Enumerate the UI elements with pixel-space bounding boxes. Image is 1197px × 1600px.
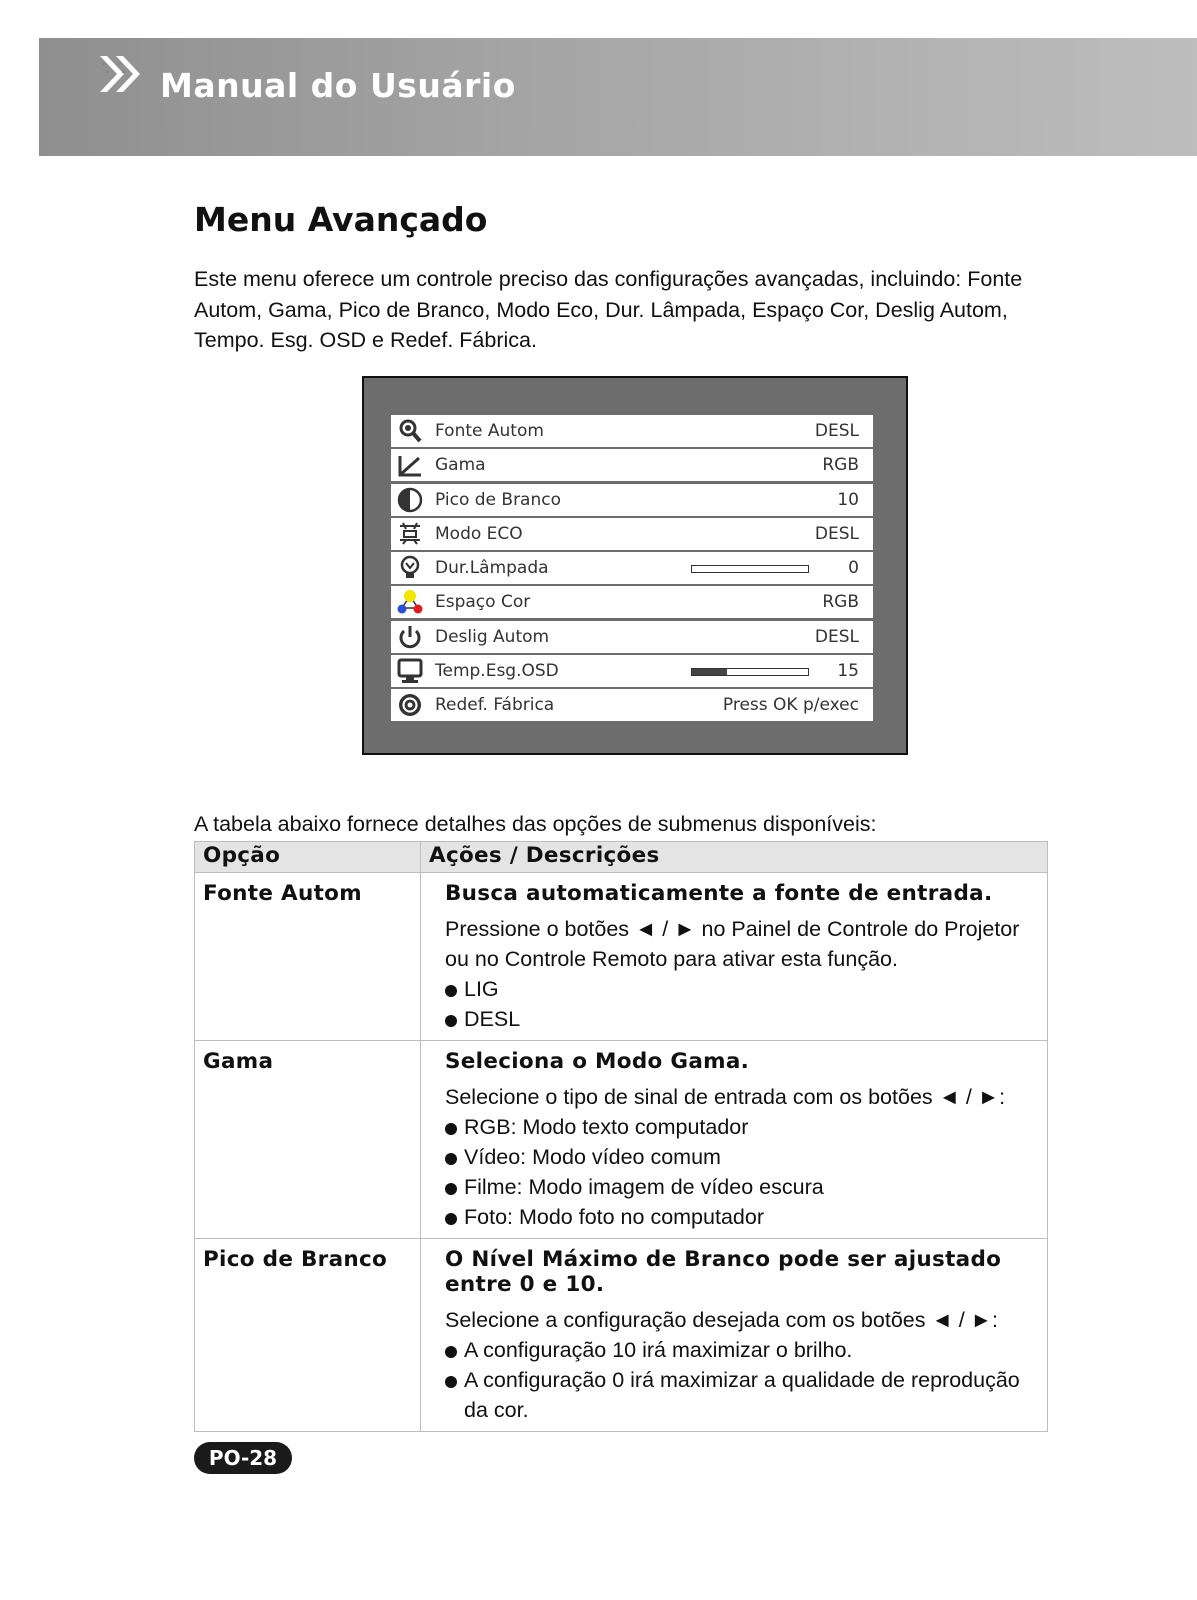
osd-label: Gama — [435, 455, 486, 476]
osd-row-redef-fabrica — [391, 689, 873, 721]
osd-label: Deslig Autom — [435, 626, 550, 647]
osd-label: Fonte Autom — [435, 421, 544, 441]
description-text: Pressione o botões ◄ / ► no Painel de Controle do Projetor ou no Controle Remoto para ativar esta função. — [445, 917, 1020, 971]
monitor-icon — [397, 658, 423, 684]
osd-row-fonte-autom — [391, 415, 873, 447]
osd-value: DESL — [814, 523, 859, 544]
option-name: Fonte Autom — [195, 873, 421, 1041]
osd-value: 15 — [837, 661, 859, 682]
osd-value: DESL — [814, 626, 859, 647]
description-heading: Busca automaticamente a fonte de entrada. — [445, 881, 993, 906]
osd-row-dur-lampada — [391, 552, 873, 584]
page-number-badge: PO-28 — [194, 1442, 292, 1474]
column-header-option: Opção — [195, 842, 421, 873]
gamma-curve-icon — [397, 452, 423, 478]
osd-label: Espaço Cor — [435, 592, 531, 613]
description-text: Selecione a configuração desejada com os botões ◄ / ►: — [445, 1308, 998, 1332]
option-description — [421, 1041, 1048, 1239]
description-text: Selecione o tipo de sinal de entrada com os botões ◄ / ►: — [445, 1085, 1006, 1109]
option-name: Gama — [195, 1041, 421, 1239]
bullet-item: DESL — [445, 1004, 1041, 1034]
color-space-icon — [397, 589, 423, 615]
osd-value: 0 — [848, 558, 859, 579]
osd-label: Temp.Esg.OSD — [435, 661, 559, 682]
description-heading: O Nível Máximo de Branco pode ser ajustado entre 0 e 10. — [445, 1247, 1002, 1297]
osd-value: 10 — [837, 489, 859, 510]
lamp-icon — [397, 555, 423, 581]
option-description — [421, 1239, 1048, 1432]
bullet-item: Filme: Modo imagem de vídeo escura — [445, 1172, 1041, 1202]
osd-label: Pico de Branco — [435, 489, 561, 510]
power-icon — [397, 624, 423, 650]
osd-label: Dur.Lâmpada — [435, 558, 549, 579]
table-header-row — [195, 842, 1048, 873]
osd-label: Modo ECO — [435, 523, 523, 544]
osd-menu-screenshot — [362, 376, 908, 755]
intro-paragraph: Este menu oferece um controle preciso das configurações avançadas, incluindo: Fonte Autom, Gama, Pico de Branco, Modo Eco, Dur. Lâmpada, Espaço Cor, Deslig Autom, Tempo. Esg. OSD e Redef. Fábrica. — [194, 267, 1023, 352]
osd-row-modo-eco — [391, 518, 873, 550]
page-title: Menu Avançado — [194, 200, 488, 239]
double-chevron-icon — [98, 52, 150, 102]
osd-label: Redef. Fábrica — [435, 695, 555, 716]
bullet-item: Foto: Modo foto no computador — [445, 1202, 1041, 1232]
table-row — [195, 1239, 1048, 1432]
table-row — [195, 873, 1048, 1041]
bullet-item: LIG — [445, 974, 1041, 1004]
osd-timeout-bar-fill — [692, 669, 727, 675]
contrast-icon — [397, 487, 423, 513]
header-title: Manual do Usuário — [160, 66, 516, 105]
osd-value: DESL — [814, 421, 859, 441]
eco-mode-icon — [397, 521, 423, 547]
bullet-item: A configuração 0 irá maximizar a qualidade de reprodução da cor. — [445, 1365, 1041, 1425]
search-icon — [397, 418, 423, 444]
reset-icon — [397, 692, 423, 718]
bullet-item: RGB: Modo texto computador — [445, 1112, 1041, 1142]
table-caption: A tabela abaixo fornece detalhes das opções de submenus disponíveis: — [194, 812, 877, 836]
bullet-item: A configuração 10 irá maximizar o brilho. — [445, 1335, 1041, 1365]
osd-row-espaco-cor — [391, 586, 873, 618]
osd-row-pico-de-branco — [391, 484, 873, 516]
osd-row-gama — [391, 449, 873, 481]
column-header-actions: Ações / Descrições — [421, 842, 1048, 873]
lamp-hours-bar — [691, 565, 809, 573]
description-heading: Seleciona o Modo Gama. — [445, 1049, 750, 1074]
osd-row-temp-esg-osd — [391, 655, 873, 687]
option-description — [421, 873, 1048, 1041]
table-row — [195, 1041, 1048, 1239]
option-name: Pico de Branco — [195, 1239, 421, 1432]
osd-timeout-bar — [691, 668, 809, 676]
osd-value: Press OK p/exec — [722, 695, 859, 716]
submenu-options-table — [194, 841, 1048, 1432]
bullet-item: Vídeo: Modo vídeo comum — [445, 1142, 1041, 1172]
osd-menu-list — [391, 415, 873, 724]
osd-value: RGB — [822, 455, 859, 476]
osd-row-deslig-autom — [391, 621, 873, 653]
osd-value: RGB — [822, 592, 859, 613]
